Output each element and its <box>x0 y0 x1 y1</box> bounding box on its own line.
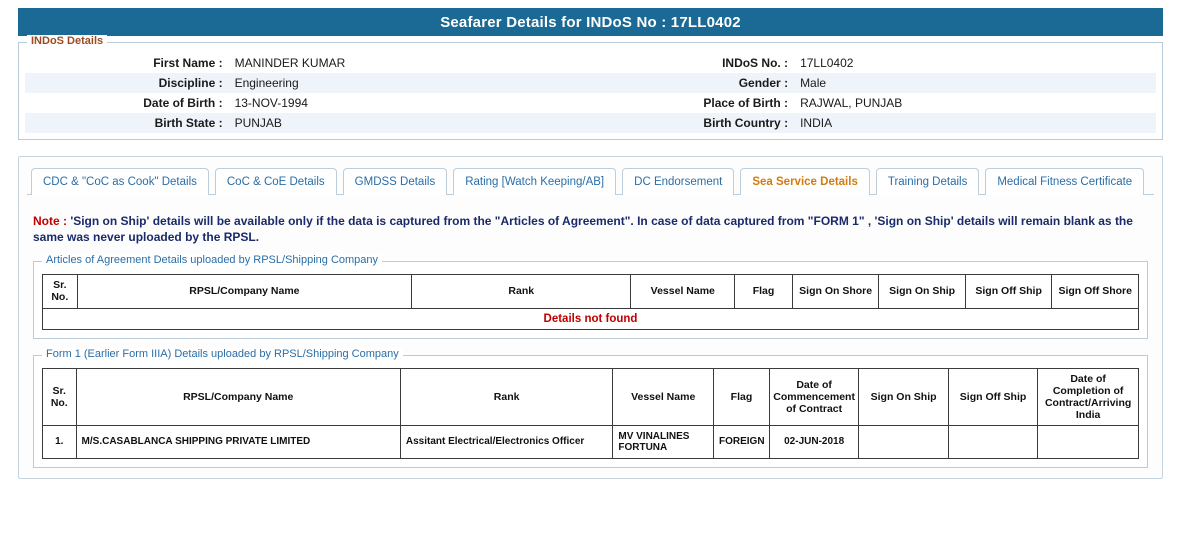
discipline-value: Engineering <box>229 73 591 93</box>
table-row <box>25 73 1156 93</box>
first-name-value: MANINDER KUMAR <box>234 56 346 70</box>
tab-rating-watch-keeping[interactable]: Rating [Watch Keeping/AB] <box>453 168 616 195</box>
col-sr-no: Sr. No. <box>43 368 77 425</box>
articles-of-agreement-legend: Articles of Agreement Details uploaded by RPSL/Shipping Company <box>42 254 382 266</box>
table-header-row <box>43 368 1139 425</box>
indos-details-panel <box>18 35 1163 140</box>
indos-no-label: INDoS No. : <box>722 56 789 70</box>
col-sign-off-ship: Sign Off Ship <box>965 275 1052 308</box>
table-header-row <box>43 275 1139 308</box>
cell-company-name: M/S.CASABLANCA SHIPPING PRIVATE LIMITED <box>76 425 400 458</box>
col-rank: Rank <box>412 275 631 308</box>
indos-no-value: 17LL0402 <box>800 56 854 70</box>
cell-flag: FOREIGN <box>714 425 770 458</box>
table-row <box>25 113 1156 133</box>
tab-strip <box>27 165 1154 195</box>
cell-vessel-name: MV VINALINES FORTUNA <box>613 425 714 458</box>
tab-dc-endorsement[interactable]: DC Endorsement <box>622 168 734 195</box>
place-of-birth-value: RAJWAL, PUNJAB <box>800 96 903 110</box>
gender-value: Male <box>794 73 1156 93</box>
tab-sea-service[interactable]: Sea Service Details <box>740 168 870 195</box>
cell-sign-on-ship <box>859 425 948 458</box>
table-row <box>43 425 1139 458</box>
cell-sign-off-ship <box>948 425 1037 458</box>
col-sign-on-ship: Sign On Ship <box>879 275 966 308</box>
tab-training[interactable]: Training Details <box>876 168 979 195</box>
birth-state-value: PUNJAB <box>229 113 591 133</box>
col-vessel-name: Vessel Name <box>631 275 735 308</box>
discipline-label: Discipline : <box>25 73 229 93</box>
col-company-name: RPSL/Company Name <box>77 275 412 308</box>
dob-value: 13-NOV-1994 <box>234 96 308 110</box>
col-sign-on-shore: Sign On Shore <box>792 275 879 308</box>
articles-of-agreement-section <box>33 254 1148 338</box>
col-flag: Flag <box>714 368 770 425</box>
birth-state-label: Birth State : <box>25 113 229 133</box>
indos-details-legend: INDoS Details <box>27 35 107 47</box>
gender-label: Gender : <box>590 73 794 93</box>
indos-details-table <box>25 53 1156 133</box>
form1-legend: Form 1 (Earlier Form IIIA) Details uploaded by RPSL/Shipping Company <box>42 348 403 360</box>
col-sign-on-ship: Sign On Ship <box>859 368 948 425</box>
cell-rank: Assitant Electrical/Electronics Officer <box>400 425 612 458</box>
form1-table <box>42 368 1139 459</box>
first-name-label: First Name : <box>153 56 223 70</box>
tab-coc-coe[interactable]: CoC & CoE Details <box>215 168 337 195</box>
note-label: Note : <box>33 214 67 228</box>
tab-gmdss[interactable]: GMDSS Details <box>343 168 448 195</box>
table-row <box>25 53 1156 73</box>
col-sign-off-shore: Sign Off Shore <box>1052 275 1139 308</box>
note-text: 'Sign on Ship' details will be available only if the data is captured from the "Articles of Agreement". In case of data captured from "FORM 1" , 'Sign on Ship' details will remain blank as the same was never uploaded by the RPSL. <box>33 214 1133 245</box>
articles-of-agreement-table <box>42 274 1139 308</box>
dob-label: Date of Birth : <box>143 96 223 110</box>
cell-date-of-completion <box>1038 425 1139 458</box>
tab-medical-fitness[interactable]: Medical Fitness Certificate <box>985 168 1144 195</box>
col-date-of-completion: Date of Completion of Contract/Arriving India <box>1038 368 1139 425</box>
col-vessel-name: Vessel Name <box>613 368 714 425</box>
col-flag: Flag <box>735 275 793 308</box>
col-sign-off-ship: Sign Off Ship <box>948 368 1037 425</box>
form1-section <box>33 347 1148 468</box>
birth-country-value: INDIA <box>794 113 1156 133</box>
page-title: Seafarer Details for INDoS No : 17LL0402 <box>18 8 1163 36</box>
place-of-birth-label: Place of Birth : <box>703 96 789 110</box>
table-row <box>25 93 1156 113</box>
details-tab-panel <box>18 156 1163 479</box>
col-date-of-commencement: Date of Commencement of Contract <box>769 368 858 425</box>
tab-cdc-coc-as-cook[interactable]: CDC & "CoC as Cook" Details <box>31 168 209 195</box>
articles-empty-message: Details not found <box>42 309 1139 330</box>
birth-country-label: Birth Country : <box>590 113 794 133</box>
col-rank: Rank <box>400 368 612 425</box>
cell-sr-no: 1. <box>43 425 77 458</box>
cell-date-of-commencement: 02-JUN-2018 <box>769 425 858 458</box>
col-sr-no: Sr. No. <box>43 275 78 308</box>
col-company-name: RPSL/Company Name <box>76 368 400 425</box>
sign-on-ship-note <box>33 213 1148 245</box>
